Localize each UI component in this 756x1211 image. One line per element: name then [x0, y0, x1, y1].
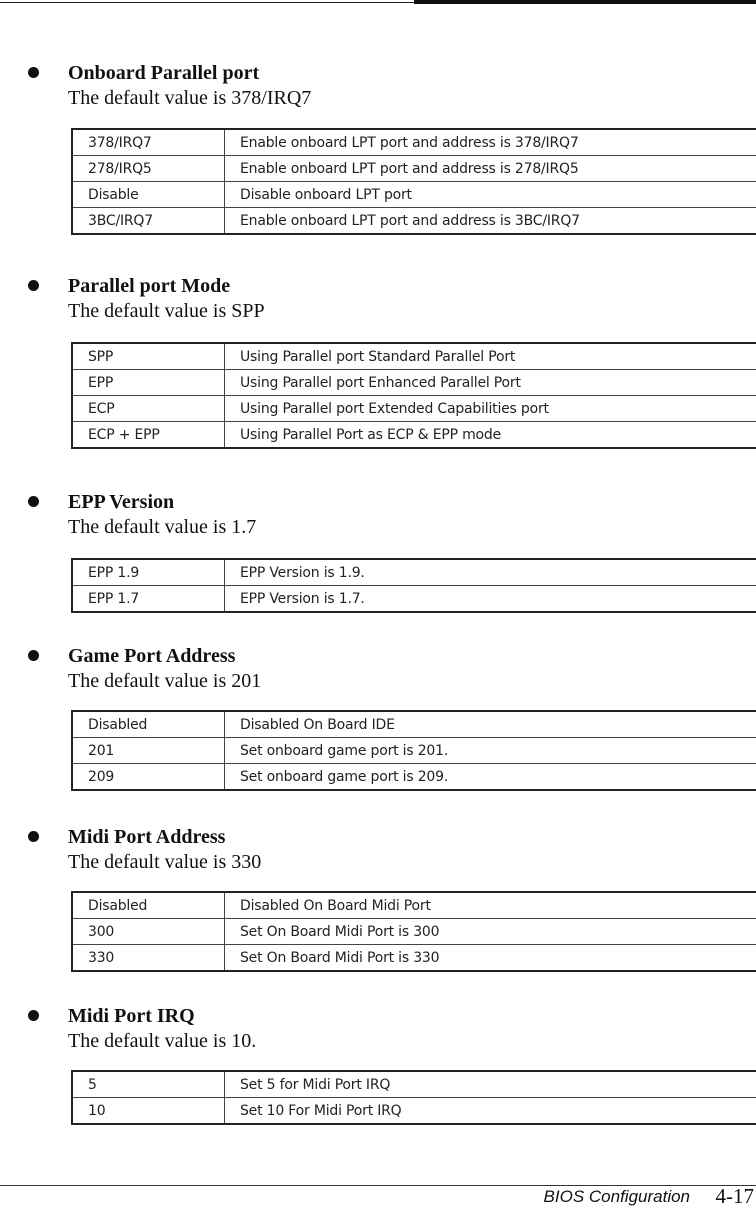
section-default-value: The default value is SPP	[68, 300, 265, 322]
page-number: 4-17	[715, 1184, 754, 1208]
table-row	[72, 764, 756, 791]
option-description: Using Parallel port Extended Capabilities port	[225, 396, 756, 422]
option-description: Set On Board Midi Port is 330	[240, 949, 440, 966]
bullet-icon	[28, 496, 39, 507]
option-value: 5	[72, 1071, 225, 1098]
table-row	[72, 396, 756, 422]
option-description: Enable onboard LPT port and address is 3BC/IRQ7	[240, 212, 580, 229]
option-description: Disabled On Board IDE	[225, 711, 756, 738]
option-value: 10	[72, 1098, 225, 1125]
section-title: Midi Port Address	[68, 826, 226, 848]
table-row	[72, 559, 756, 586]
table-row	[72, 422, 756, 449]
header-rule-thick	[414, 0, 756, 4]
option-description: Using Parallel port Standard Parallel Port	[225, 343, 756, 370]
option-description: Set onboard game port is 209.	[240, 768, 449, 785]
table-row	[72, 892, 756, 919]
options-table	[71, 710, 756, 791]
option-value: 330	[72, 945, 225, 972]
section-title: Midi Port IRQ	[68, 1005, 195, 1027]
option-description: EPP Version is 1.9.	[225, 559, 756, 586]
option-description: Set onboard game port is 201.	[225, 738, 756, 764]
table-row	[72, 711, 756, 738]
option-description: Using Parallel port Enhanced Parallel Port	[225, 370, 756, 396]
option-value: EPP	[72, 370, 225, 396]
bullet-icon	[28, 1010, 39, 1021]
table-row	[72, 945, 756, 972]
option-description: Enable onboard LPT port and address is 278/IRQ5	[225, 156, 756, 182]
section-default-value: The default value is 1.7	[68, 516, 257, 538]
bullet-icon	[28, 67, 39, 78]
table-row	[72, 370, 756, 396]
option-value: Disable	[72, 182, 225, 208]
section-default-value: The default value is 10.	[68, 1030, 257, 1052]
options-table	[71, 342, 756, 449]
option-value: 300	[72, 919, 225, 945]
option-value: Disabled	[72, 892, 225, 919]
table-row	[72, 1071, 756, 1098]
table-row	[72, 343, 756, 370]
section-title: Parallel port Mode	[68, 275, 231, 297]
table-row	[72, 129, 756, 156]
option-description: Set 5 for Midi Port IRQ	[225, 1071, 756, 1098]
table-row	[72, 738, 756, 764]
table-row	[72, 586, 756, 613]
options-table	[71, 891, 756, 972]
option-value: SPP	[72, 343, 225, 370]
option-value: 278/IRQ5	[72, 156, 225, 182]
table-row	[72, 1098, 756, 1125]
options-table	[71, 1070, 756, 1125]
option-description: EPP Version is 1.7.	[240, 590, 365, 607]
option-description: Enable onboard LPT port and address is 378/IRQ7	[225, 129, 756, 156]
section-title: Onboard Parallel port	[68, 62, 260, 84]
section-default-value: The default value is 201	[68, 670, 262, 692]
options-table	[71, 128, 756, 235]
option-description: Disable onboard LPT port	[225, 182, 756, 208]
option-description: Disabled On Board Midi Port	[225, 892, 756, 919]
bullet-icon	[28, 650, 39, 661]
table-row	[72, 182, 756, 208]
option-description: Set On Board Midi Port is 300	[225, 919, 756, 945]
option-value: ECP + EPP	[72, 422, 225, 449]
section-default-value: The default value is 378/IRQ7	[68, 87, 312, 109]
section-title: Game Port Address	[68, 645, 236, 667]
option-value: 378/IRQ7	[72, 129, 225, 156]
option-value: EPP 1.7	[72, 586, 225, 613]
section-title: EPP Version	[68, 491, 175, 513]
footer-section-label: BIOS Configuration	[543, 1187, 690, 1206]
option-value: 3BC/IRQ7	[72, 208, 225, 235]
table-row	[72, 919, 756, 945]
option-description: Set 10 For Midi Port IRQ	[240, 1102, 402, 1119]
section-default-value: The default value is 330	[68, 851, 262, 873]
option-value: 209	[72, 764, 225, 791]
option-description: Using Parallel Port as ECP & EPP mode	[240, 426, 501, 443]
header-rule	[0, 2, 414, 3]
option-value: EPP 1.9	[72, 559, 225, 586]
footer-rule	[0, 1185, 756, 1186]
option-value: Disabled	[72, 711, 225, 738]
options-table	[71, 558, 756, 613]
bullet-icon	[28, 831, 39, 842]
option-value: 201	[72, 738, 225, 764]
table-row	[72, 156, 756, 182]
option-value: ECP	[72, 396, 225, 422]
bullet-icon	[28, 280, 39, 291]
table-row	[72, 208, 756, 235]
